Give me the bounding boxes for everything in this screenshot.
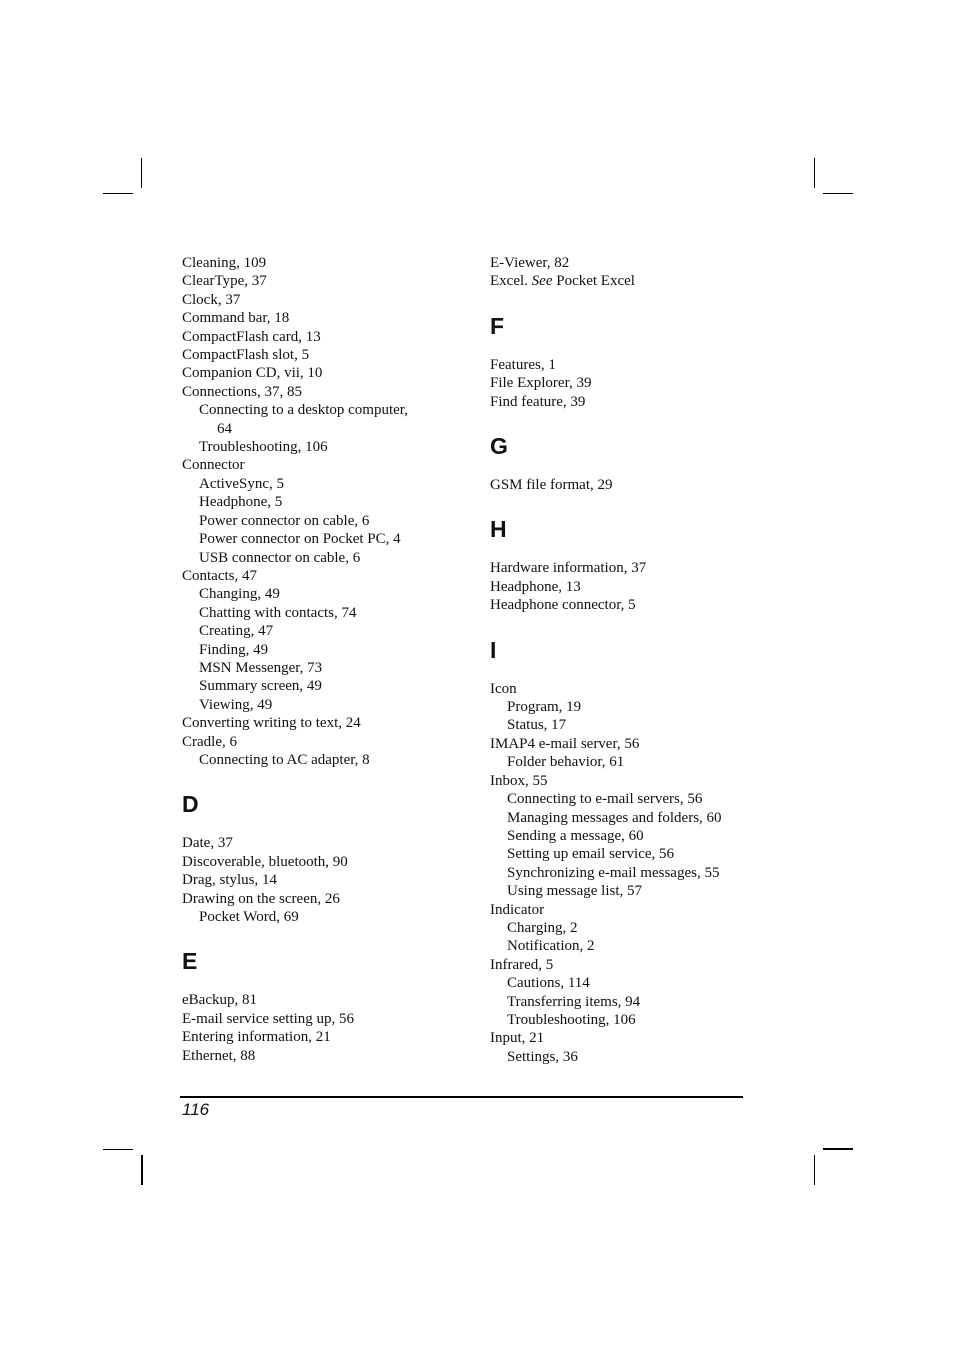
index-letter-heading: G xyxy=(490,433,508,460)
index-entry: Contacts, 47 xyxy=(182,567,257,584)
entry-text-part: Excel. xyxy=(490,273,532,290)
index-subentry: Folder behavior, 61 xyxy=(507,754,625,771)
index-entry: Input, 21 xyxy=(490,1030,545,1047)
index-subentry: Finding, 49 xyxy=(199,641,269,658)
index-entry: Connector xyxy=(182,457,245,474)
index-entry: Clock, 37 xyxy=(182,291,241,308)
index-entry: Icon xyxy=(490,680,517,697)
index-subentry: Headphone, 5 xyxy=(199,494,283,511)
index-letter-heading: E xyxy=(182,948,198,975)
index-entry: Drag, stylus, 14 xyxy=(182,872,277,889)
index-entry: Infrared, 5 xyxy=(490,956,554,973)
footer-rule xyxy=(180,1096,743,1098)
index-entry: Find feature, 39 xyxy=(490,393,586,410)
index-entry: Connections, 37, 85 xyxy=(182,383,302,400)
index-subentry: Synchronizing e-mail messages, 55 xyxy=(507,864,720,881)
see-reference: See xyxy=(531,273,553,290)
index-entry: Inbox, 55 xyxy=(490,772,548,789)
index-subentry: Setting up email service, 56 xyxy=(507,846,675,863)
index-entry: Entering information, 21 xyxy=(182,1029,331,1046)
index-entry: Indicator xyxy=(490,901,545,918)
index-subentry: ActiveSync, 5 xyxy=(199,475,284,492)
crop-mark-bottom-left-h xyxy=(103,1149,133,1150)
index-subentry: Troubleshooting, 106 xyxy=(507,1011,636,1028)
crop-mark-top-left-h xyxy=(103,193,133,194)
index-entry: Command bar, 18 xyxy=(182,310,290,327)
page-number: 116 xyxy=(182,1100,210,1119)
index-entry xyxy=(490,272,760,290)
crop-mark-bottom-right-v xyxy=(814,1155,815,1185)
index-entry: Hardware information, 37 xyxy=(490,560,647,577)
index-entry: Cradle, 6 xyxy=(182,733,237,750)
index-subentry: Sending a message, 60 xyxy=(507,827,644,844)
index-entry: E-Viewer, 82 xyxy=(490,255,570,271)
index-entry: CompactFlash slot, 5 xyxy=(182,347,310,364)
index-entry: Date, 37 xyxy=(182,835,233,852)
index-subentry: Changing, 49 xyxy=(199,586,280,603)
index-subentry: Connecting to a desktop computer, xyxy=(199,402,408,419)
index-subentry: Creating, 47 xyxy=(199,623,274,640)
index-subentry: Chatting with contacts, 74 xyxy=(199,604,357,621)
index-entry: Discoverable, bluetooth, 90 xyxy=(182,853,348,870)
index-subentry: Settings, 36 xyxy=(507,1048,578,1065)
index-subentry: Viewing, 49 xyxy=(199,696,273,713)
index-subentry: Notification, 2 xyxy=(507,938,595,955)
index-subentry: Power connector on cable, 6 xyxy=(199,512,370,529)
index-entry: Drawing on the screen, 26 xyxy=(182,890,340,907)
crop-mark-top-left-v xyxy=(141,158,142,188)
entry-text-part: Pocket Excel xyxy=(552,273,635,290)
index-subentry: Summary screen, 49 xyxy=(199,678,322,695)
index-entry: ClearType, 37 xyxy=(182,273,267,290)
index-subentry: 64 xyxy=(217,420,232,437)
index-subentry: Power connector on Pocket PC, 4 xyxy=(199,531,401,548)
index-entry: IMAP4 e-mail server, 56 xyxy=(490,735,640,752)
index-entry: E-mail service setting up, 56 xyxy=(182,1010,355,1027)
crop-mark-bottom-right-h xyxy=(823,1148,853,1150)
index-entry: Ethernet, 88 xyxy=(182,1047,256,1064)
index-letter-heading: H xyxy=(490,516,507,543)
index-entry: Features, 1 xyxy=(490,356,556,373)
index-subentry: Connecting to e-mail servers, 56 xyxy=(507,791,703,808)
index-entry: eBackup, 81 xyxy=(182,992,257,1009)
index-subentry: Connecting to AC adapter, 8 xyxy=(199,751,370,768)
index-subentry: Cautions, 114 xyxy=(507,975,590,992)
crop-mark-bottom-left-v xyxy=(141,1155,143,1185)
index-subentry: MSN Messenger, 73 xyxy=(199,659,323,676)
index-subentry: Using message list, 57 xyxy=(507,883,642,900)
index-entry: Cleaning, 109 xyxy=(182,255,267,271)
index-subentry: USB connector on cable, 6 xyxy=(199,549,361,566)
crop-mark-top-right-v xyxy=(814,158,815,188)
index-subentry: Program, 19 xyxy=(507,699,582,716)
index-subentry: Charging, 2 xyxy=(507,919,578,936)
index-letter-heading: I xyxy=(490,636,497,663)
index-letter-heading: F xyxy=(490,312,505,339)
index-entry: CompactFlash card, 13 xyxy=(182,328,321,345)
index-column-right xyxy=(490,254,760,1066)
index-entry: Converting writing to text, 24 xyxy=(182,715,361,732)
crop-mark-top-right-h xyxy=(823,193,853,194)
index-entry: GSM file format, 29 xyxy=(490,477,613,494)
index-letter-heading: D xyxy=(182,791,199,818)
index-entry: Headphone connector, 5 xyxy=(490,597,636,614)
index-entry: Companion CD, vii, 10 xyxy=(182,365,323,382)
index-entry: Headphone, 13 xyxy=(490,578,581,595)
index-subentry: Troubleshooting, 106 xyxy=(199,439,328,456)
index-entry: File Explorer, 39 xyxy=(490,375,592,392)
index-subentry: Transferring items, 94 xyxy=(507,993,641,1010)
index-subentry: Pocket Word, 69 xyxy=(199,909,299,925)
index-subentry: Managing messages and folders, 60 xyxy=(507,809,722,826)
index-column-left xyxy=(182,254,472,1065)
index-subentry: Status, 17 xyxy=(507,717,567,734)
